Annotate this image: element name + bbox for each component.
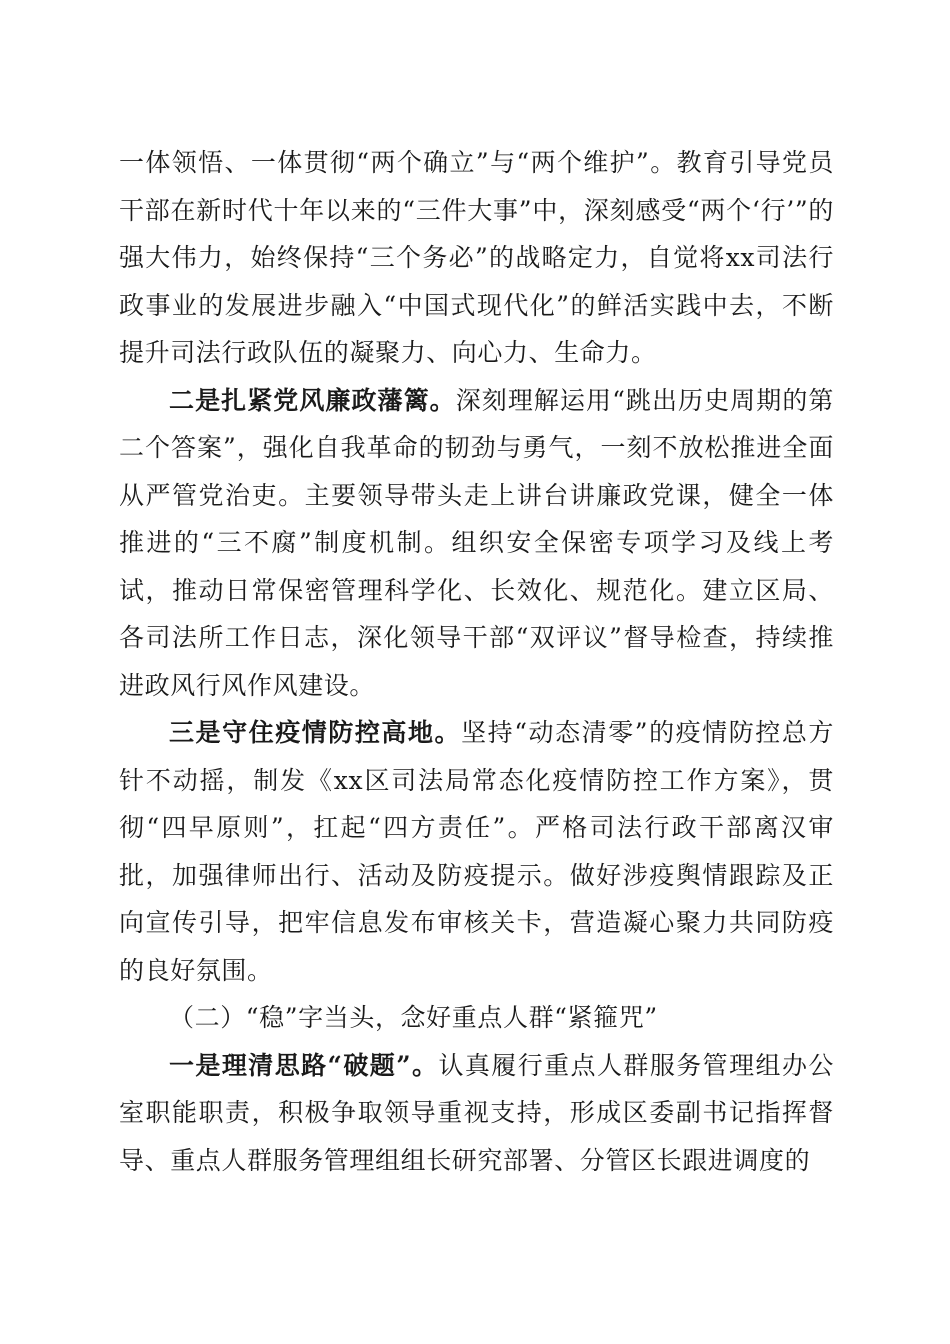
- section-heading-text: （二）“稳”字当头，念好重点人群“紧箍咒”: [169, 1003, 658, 1032]
- paragraph-text: 深刻理解运用“跳出历史周期的第二个答案”，强化自我革命的韧劲与勇气，一刻不放松推进全面从严管党治吏。主要领导带头走上讲台讲廉政党课，健全一体推进的“三不腐”制度机制。组织安全保密专项学习及线上考试，推动日常保密管理科学化、长效化、规范化。建立区局、各司法所工作日志，深化领导干部“双评议”督导检查，持续推进政风行风作风建设。: [119, 385, 834, 700]
- paragraph-epidemic-control: [119, 709, 834, 994]
- paragraph-lead: 二是扎紧党风廉政藩篱。: [169, 385, 456, 415]
- paragraph-lead: 一是理清思路“破题”。: [169, 1050, 439, 1080]
- document-body: [119, 139, 834, 1184]
- paragraph-text: 认真履行重点人群服务管理组办公室职能职责，积极争取领导重视支持，形成区委副书记指挥督导、重点人群服务管理组组长研究部署、分管区长跟进调度的: [119, 1050, 834, 1175]
- paragraph-text: 坚持“动态清零”的疫情防控总方针不动摇，制发《xx区司法局常态化疫情防控工作方案》，贯彻“四早原则”，扛起“四方责任”。严格司法行政干部离汉审批，加强律师出行、活动及防疫提示。做好涉疫舆情跟踪及正向宣传引导，把牢信息发布审核关卡，营造凝心聚力共同防疫的良好氛围。: [119, 718, 834, 985]
- section-heading: [119, 994, 834, 1042]
- paragraph-party-integrity: [119, 377, 834, 710]
- paragraph-clear-thinking: [119, 1042, 834, 1185]
- paragraph-continuation: [119, 139, 834, 377]
- paragraph-lead: 三是守住疫情防控高地。: [169, 718, 462, 747]
- paragraph-text: 一体领悟、一体贯彻“两个确立”与“两个维护”。教育引导党员干部在新时代十年以来的“三件大事”中，深刻感受“两个‘行’”的强大伟力，始终保持“三个务必”的战略定力，自觉将xx司法行政事业的发展进步融入“中国式现代化”的鲜活实践中去，不断提升司法行政队伍的凝聚力、向心力、生命力。: [119, 148, 834, 367]
